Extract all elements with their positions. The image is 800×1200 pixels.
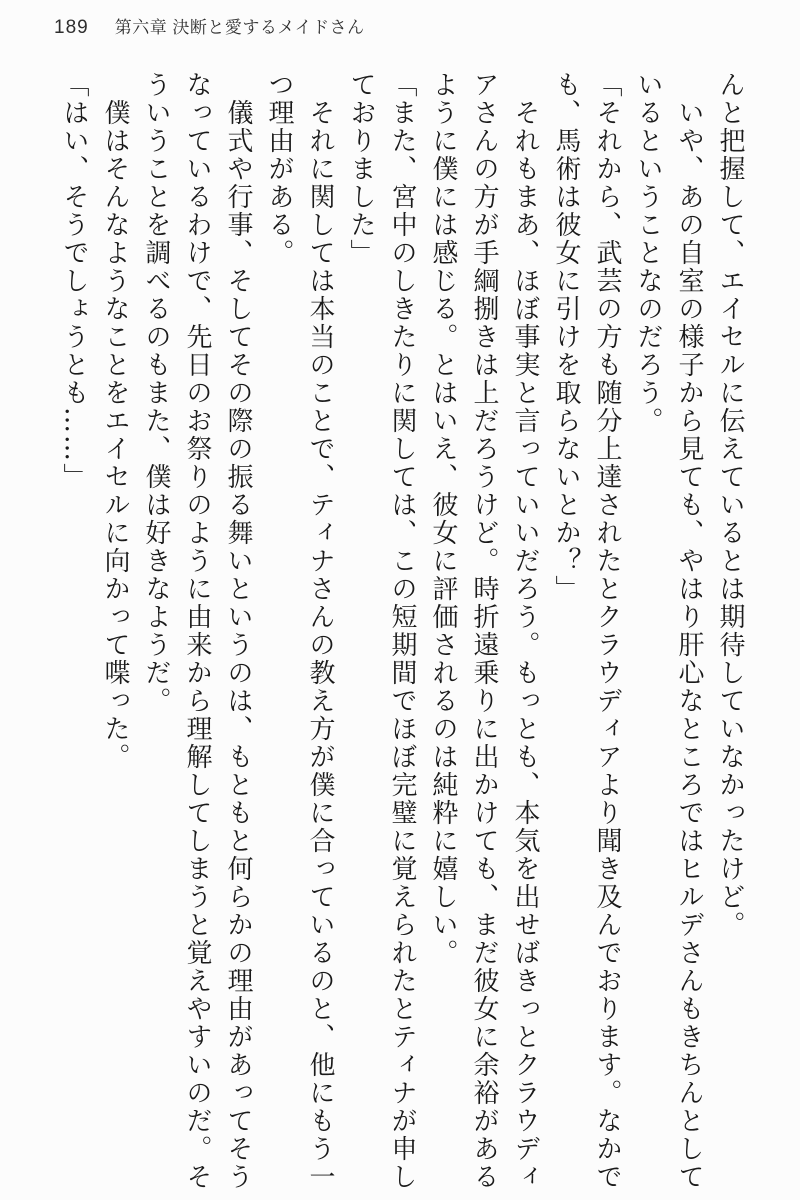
- paragraph: 僕はそんなようなことをエイセルに向かって喋った。: [100, 99, 130, 771]
- paragraph: んと把握して、エイセルに伝えているとは期待していなかったけど。: [715, 71, 745, 939]
- paragraph: 「はい、そうでしょうとも……」: [59, 71, 89, 491]
- paragraph: いや、あの自室の様子から見ても、やはり肝心なところではヒルデさんもきちんとしているということなのだろう。: [633, 71, 704, 1191]
- chapter-title: 第六章 決断と愛するメイドさん: [114, 18, 365, 37]
- paragraph: それもまあ、ほぼ事実と言っていいだろう。もっとも、本気を出せばきっとクラウディアさんの方が手綱捌きは上だろうけど。時折遠乗りに出かけても、まだ彼女に余裕があるように僕には感じる。とはいえ、彼女に評価されるのは純粋に嬉しい。: [428, 71, 540, 1191]
- paragraph: 「また、宮中のしきたりに関しては、この短期間でほぼ完璧に覚えられたとティナが申しておりました」: [346, 71, 417, 1191]
- page-header: [54, 13, 365, 39]
- paragraph: それに関しては本当のことで、ティナさんの教え方が僕に合っているのと、他にもう一つ理由がある。: [264, 71, 335, 1191]
- page-number: 189: [54, 17, 89, 38]
- body-text: [50, 71, 750, 1193]
- paragraph: 「それから、武芸の方も随分上達されたとクラウディアより聞き及んでおります。なかでも、馬術は彼女に引けを取らないとか？」: [551, 71, 622, 1191]
- paragraph: 儀式や行事、そしてその際の振る舞いというのは、もともと何らかの理由があってそうなっているわけで、先日のお祭りのように由来から理解してしまうと覚えやすいのだ。そういうことを調べるのもまた、僕は好きなようだ。: [141, 71, 253, 1191]
